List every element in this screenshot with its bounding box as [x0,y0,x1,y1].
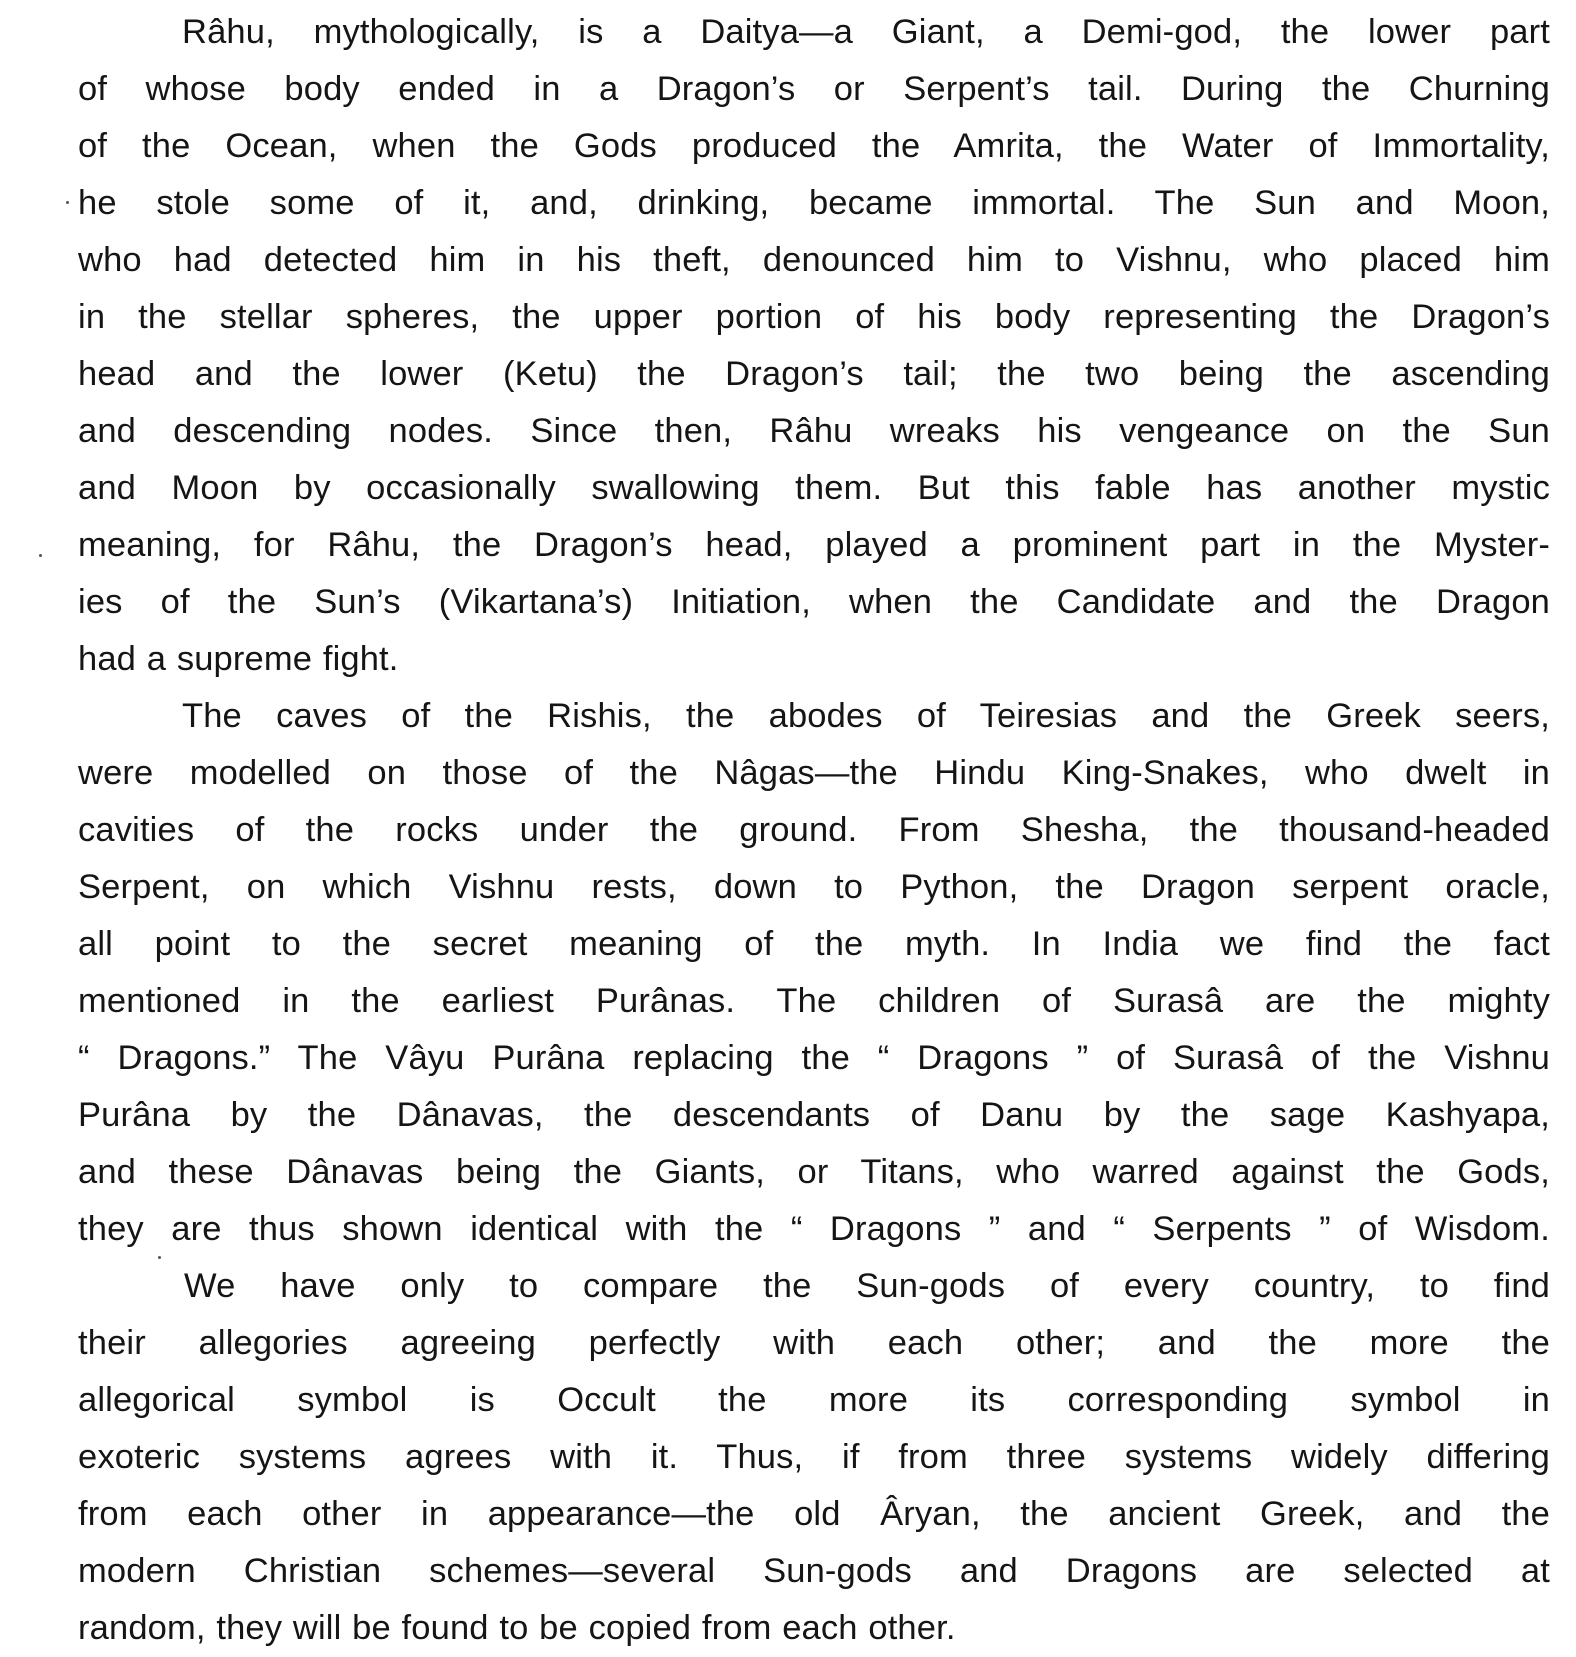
text-line: were modelled on those of the Nâgas—the Hindu King-Snakes, who dwelt in [78,754,1550,792]
text-line: head and the lower (Ketu) the Dragon’s tail; the two being the ascending [78,355,1550,393]
text-line: Purâna by the Dânavas, the descendants of Danu by the sage Kashyapa, [78,1096,1550,1134]
text-line: random, they will be found to be copied from each other. [78,1609,956,1647]
text-line: they are thus shown identical with the “ Dragons ” and “ Serpents ” of Wisdom. [78,1210,1550,1248]
text-line: We have only to compare the Sun-gods of every country, to find [184,1267,1550,1305]
text-line: Râhu, mythologically, is a Daitya—a Giant, a Demi-god, the lower part [182,13,1550,51]
text-line: modern Christian schemes—several Sun-gods and Dragons are selected at [78,1552,1550,1590]
paragraph-sun-gods [78,1258,1550,1657]
text-line: cavities of the rocks under the ground. From Shesha, the thousand-headed [78,811,1550,849]
text-line: and these Dânavas being the Giants, or Titans, who warred against the Gods, [78,1153,1550,1191]
margin-speck [66,201,69,204]
paragraph-caves [78,688,1550,1258]
text-line: who had detected him in his theft, denounced him to Vishnu, who placed him [78,241,1550,279]
margin-speck [158,1256,161,1259]
text-line: had a supreme fight. [78,640,399,678]
text-line: of whose body ended in a Dragon’s or Serpent’s tail. During the Churning [78,70,1550,108]
text-line: he stole some of it, and, drinking, became immortal. The Sun and Moon, [78,184,1550,222]
text-line: allegorical symbol is Occult the more its corresponding symbol in [78,1381,1550,1419]
text-line: mentioned in the earliest Purânas. The children of Surasâ are the mighty [78,982,1550,1020]
text-line: exoteric systems agrees with it. Thus, if from three systems widely differing [78,1438,1550,1476]
text-line: The caves of the Rishis, the abodes of Teiresias and the Greek seers, [182,697,1550,735]
text-line: all point to the secret meaning of the myth. In India we find the fact [78,925,1550,963]
text-line: in the stellar spheres, the upper portion of his body representing the Dragon’s [78,298,1550,336]
paragraph-rahu [78,4,1550,688]
document-page [78,4,1550,1649]
text-line: from each other in appearance—the old Âryan, the ancient Greek, and the [78,1495,1550,1533]
text-line: and Moon by occasionally swallowing them. But this fable has another mystic [78,469,1550,507]
text-line: Serpent, on which Vishnu rests, down to Python, the Dragon serpent oracle, [78,868,1550,906]
text-line: and descending nodes. Since then, Râhu wreaks his vengeance on the Sun [78,412,1550,450]
text-line: their allegories agreeing perfectly with each other; and the more the [78,1324,1550,1362]
margin-speck [39,554,42,557]
text-line: “ Dragons.” The Vâyu Purâna replacing the “ Dragons ” of Surasâ of the Vishnu [78,1039,1550,1077]
text-line: meaning, for Râhu, the Dragon’s head, played a prominent part in the Myster- [78,526,1550,564]
text-line: ies of the Sun’s (Vikartana’s) Initiation, when the Candidate and the Dragon [78,583,1550,621]
text-line: of the Ocean, when the Gods produced the Amrita, the Water of Immortality, [78,127,1550,165]
